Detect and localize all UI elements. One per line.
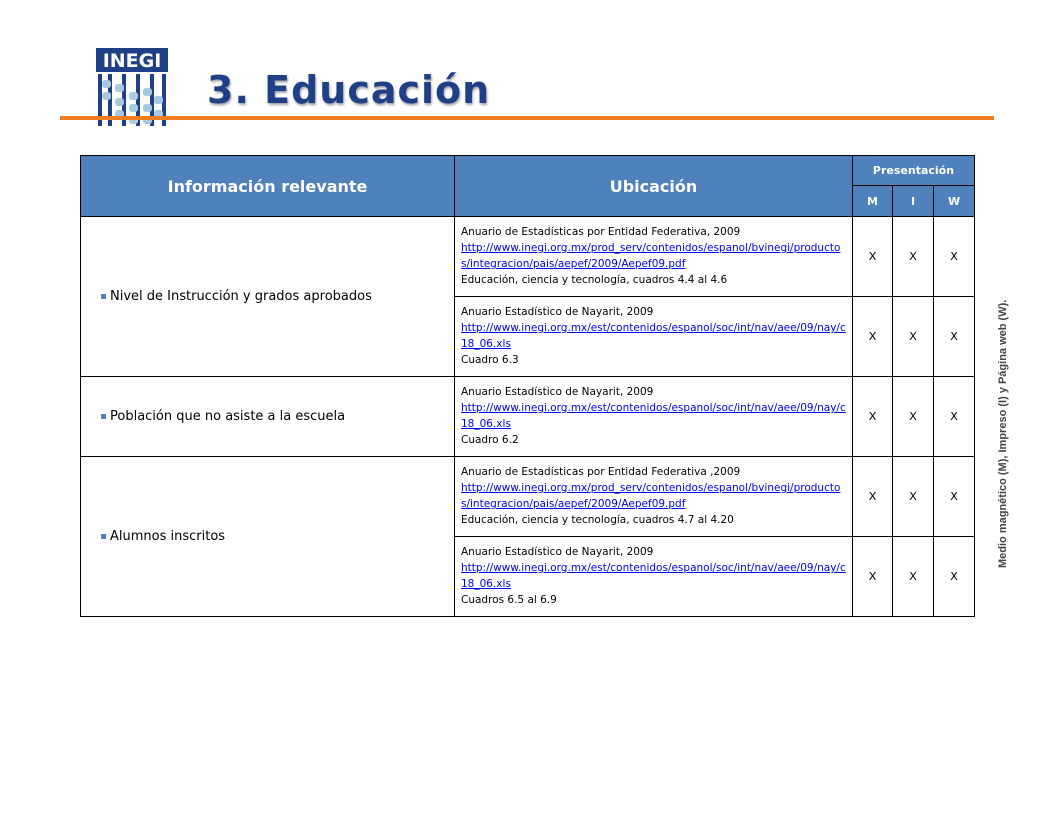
info-cell (81, 217, 455, 377)
mark-w: X (934, 537, 975, 617)
table-row (81, 217, 975, 297)
header-w: W (934, 186, 975, 217)
source-link[interactable]: http://www.inegi.org.mx/est/contenidos/espanol/soc/int/nav/aee/09/nay/c18_06.xls (461, 562, 846, 590)
source-title: Anuario de Estadísticas por Entidad Federativa, 2009 (461, 226, 741, 238)
info-label: Nivel de Instrucción y grados aprobados (110, 289, 372, 304)
bullet-icon (101, 534, 106, 539)
mark-i: X (893, 217, 934, 297)
title-underline (60, 116, 994, 120)
mark-w: X (934, 377, 975, 457)
mark-m: X (853, 217, 893, 297)
header-presentacion: Presentación (853, 156, 975, 186)
bullet-icon (101, 294, 106, 299)
mark-m: X (853, 377, 893, 457)
info-cell (81, 377, 455, 457)
header-m: M (853, 186, 893, 217)
logo-text: INEGI (102, 50, 162, 72)
source-detail: Cuadros 6.5 al 6.9 (461, 594, 557, 606)
mark-i: X (893, 377, 934, 457)
mark-m: X (853, 297, 893, 377)
bullet-icon (101, 414, 106, 419)
source-title: Anuario Estadístico de Nayarit, 2009 (461, 546, 654, 558)
page-title: 3. Educación (207, 68, 491, 112)
presentation-legend: Medio magnético (M), Impreso (I) y Página web (W). (997, 299, 1009, 568)
source-title: Anuario de Estadísticas por Entidad Federativa ,2009 (461, 466, 741, 478)
ubicacion-cell (455, 377, 853, 457)
ubicacion-cell (455, 297, 853, 377)
info-label: Alumnos inscritos (110, 529, 226, 544)
mark-i: X (893, 537, 934, 617)
source-title: Anuario Estadístico de Nayarit, 2009 (461, 386, 654, 398)
ubicacion-cell (455, 537, 853, 617)
education-table (80, 155, 975, 617)
header-i: I (893, 186, 934, 217)
source-link[interactable]: http://www.inegi.org.mx/prod_serv/contenidos/espanol/bvinegi/productos/integracion/pais/aepef/2009/Aepef09.pdf (461, 242, 841, 270)
source-detail: Educación, ciencia y tecnología, cuadros 4.4 al 4.6 (461, 274, 728, 286)
header-info: Información relevante (81, 156, 455, 217)
table-row (81, 457, 975, 537)
ubicacion-cell (455, 217, 853, 297)
source-detail: Cuadro 6.3 (461, 354, 519, 366)
source-link[interactable]: http://www.inegi.org.mx/est/contenidos/espanol/soc/int/nav/aee/09/nay/c18_06.xls (461, 322, 846, 350)
mark-m: X (853, 537, 893, 617)
source-link[interactable]: http://www.inegi.org.mx/prod_serv/contenidos/espanol/bvinegi/productos/integracion/pais/aepef/2009/Aepef09.pdf (461, 482, 841, 510)
source-detail: Educación, ciencia y tecnología, cuadros 4.7 al 4.20 (461, 514, 734, 526)
mark-w: X (934, 457, 975, 537)
info-label: Población que no asiste a la escuela (110, 409, 346, 424)
mark-w: X (934, 217, 975, 297)
header-ubicacion: Ubicación (455, 156, 853, 217)
mark-i: X (893, 457, 934, 537)
source-link[interactable]: http://www.inegi.org.mx/est/contenidos/espanol/soc/int/nav/aee/09/nay/c18_06.xls (461, 402, 846, 430)
source-title: Anuario Estadístico de Nayarit, 2009 (461, 306, 654, 318)
mark-m: X (853, 457, 893, 537)
mark-w: X (934, 297, 975, 377)
info-cell (81, 457, 455, 617)
ubicacion-cell (455, 457, 853, 537)
source-detail: Cuadro 6.2 (461, 434, 519, 446)
table-row (81, 377, 975, 457)
mark-i: X (893, 297, 934, 377)
